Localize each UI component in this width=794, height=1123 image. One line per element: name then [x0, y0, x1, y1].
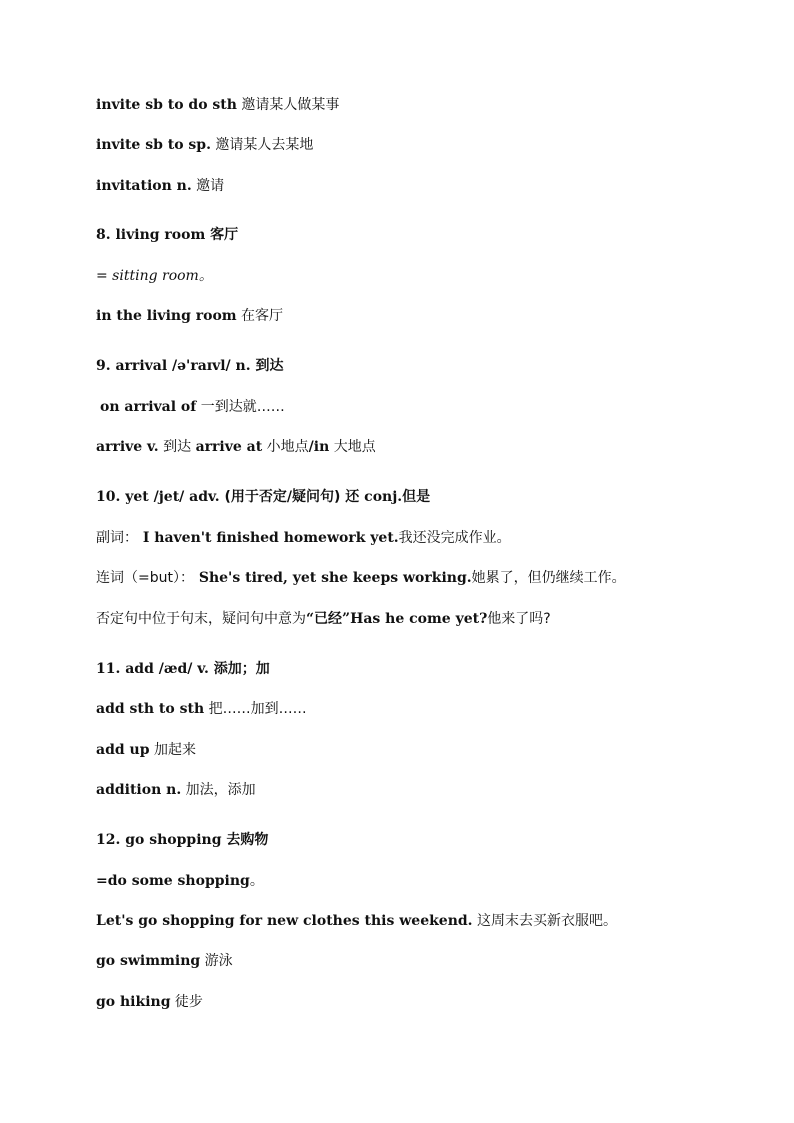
line-zh: 连词（=but）： — [96, 570, 194, 586]
line-en: go swimming — [96, 953, 201, 969]
line-go-hiking — [96, 992, 203, 1012]
line-sitting-room — [96, 266, 213, 286]
line-shopping-example — [96, 911, 617, 931]
heading-en: conj. — [364, 489, 403, 505]
line-zh: 大地点 — [329, 439, 376, 455]
line-zh: 加法，添加 — [181, 782, 256, 798]
line-zh: 。 — [198, 268, 213, 284]
line-zh: 小地点 — [262, 439, 309, 455]
line-invitation — [96, 176, 224, 196]
line-conjunction-example — [96, 568, 626, 588]
line-do-some-shopping — [96, 871, 264, 891]
heading-10-yet — [96, 487, 430, 507]
line-zh: 游泳 — [200, 953, 233, 969]
line-en: add up — [96, 742, 150, 758]
line-adverb-example — [96, 528, 511, 548]
line-en: =do some shopping — [96, 873, 250, 889]
line-en: invitation n. — [96, 178, 192, 194]
heading-12-go-shopping — [96, 830, 268, 850]
line-en: invite sb to sp. — [96, 137, 211, 153]
heading-zh: 去购物 — [221, 832, 269, 848]
line-en: go hiking — [96, 994, 171, 1010]
line-zh: 在客厅 — [236, 308, 284, 324]
line-yet-usage — [96, 609, 551, 629]
line-add-up — [96, 740, 196, 760]
line-en: addition n. — [96, 782, 182, 798]
heading-11-add — [96, 659, 270, 679]
line-invite-sb-to-sp — [96, 135, 313, 155]
heading-zh: 但是 — [402, 489, 431, 505]
heading-8-living-room — [96, 225, 238, 245]
heading-en: 8. living room — [96, 227, 206, 243]
line-en: add sth to sth — [96, 701, 205, 717]
line-zh: 。 — [249, 873, 264, 889]
line-zh: 否定句中位于句末，疑问句中意为 — [96, 611, 306, 627]
line-zh: 到达 — [158, 439, 196, 455]
line-zh: 邀请某人去某地 — [210, 137, 314, 153]
line-go-swimming — [96, 951, 233, 971]
line-en: “已经”Has he come yet? — [306, 611, 488, 627]
line-zh: 徒步 — [170, 994, 203, 1010]
heading-en: 9. arrival /ə'raɪvl/ n. — [96, 358, 251, 374]
line-add-sth-to-sth — [96, 699, 307, 719]
line-addition — [96, 780, 256, 800]
heading-zh: (用于否定/疑问句) 还 — [219, 489, 365, 505]
line-zh: 把……加到…… — [204, 701, 307, 717]
heading-zh: 到达 — [250, 358, 284, 374]
line-zh: 这周末去买新衣服吧。 — [472, 913, 617, 929]
heading-en: 10. yet /jet/ adv. — [96, 489, 220, 505]
heading-en: 11. add /æd/ v. — [96, 661, 209, 677]
heading-9-arrival — [96, 356, 283, 376]
heading-en: 12. go shopping — [96, 832, 222, 848]
line-zh: 邀请 — [191, 178, 225, 194]
line-en: Let's go shopping for new clothes this weekend. — [96, 913, 473, 929]
line-zh: 我还没完成作业。 — [398, 530, 511, 546]
line-invite-sb-to-do — [96, 95, 339, 115]
line-zh: 一到达就…… — [196, 399, 285, 415]
line-en: arrive v. — [96, 439, 159, 455]
line-en: on arrival of — [100, 399, 197, 415]
line-zh: 他来了吗? — [487, 611, 551, 627]
line-en: arrive at — [195, 439, 263, 455]
heading-zh: 客厅 — [205, 227, 239, 243]
line-zh: 加起来 — [149, 742, 196, 758]
line-zh: 邀请某人做某事 — [236, 97, 340, 113]
line-en: I haven't finished homework yet. — [138, 530, 399, 546]
line-zh: 副词： — [96, 530, 138, 546]
line-en: /in — [308, 439, 330, 455]
line-in-the-living-room — [96, 306, 283, 326]
line-zh: 她累了，但仍继续工作。 — [471, 570, 626, 586]
line-en: in the living room — [96, 308, 237, 324]
line-en: invite sb to do sth — [96, 97, 237, 113]
line-on-arrival-of — [100, 397, 285, 417]
heading-zh: 添加；加 — [208, 661, 270, 677]
line-en: = sitting room — [96, 268, 199, 284]
line-en: She's tired, yet she keeps working. — [193, 570, 472, 586]
line-arrive — [96, 437, 376, 457]
